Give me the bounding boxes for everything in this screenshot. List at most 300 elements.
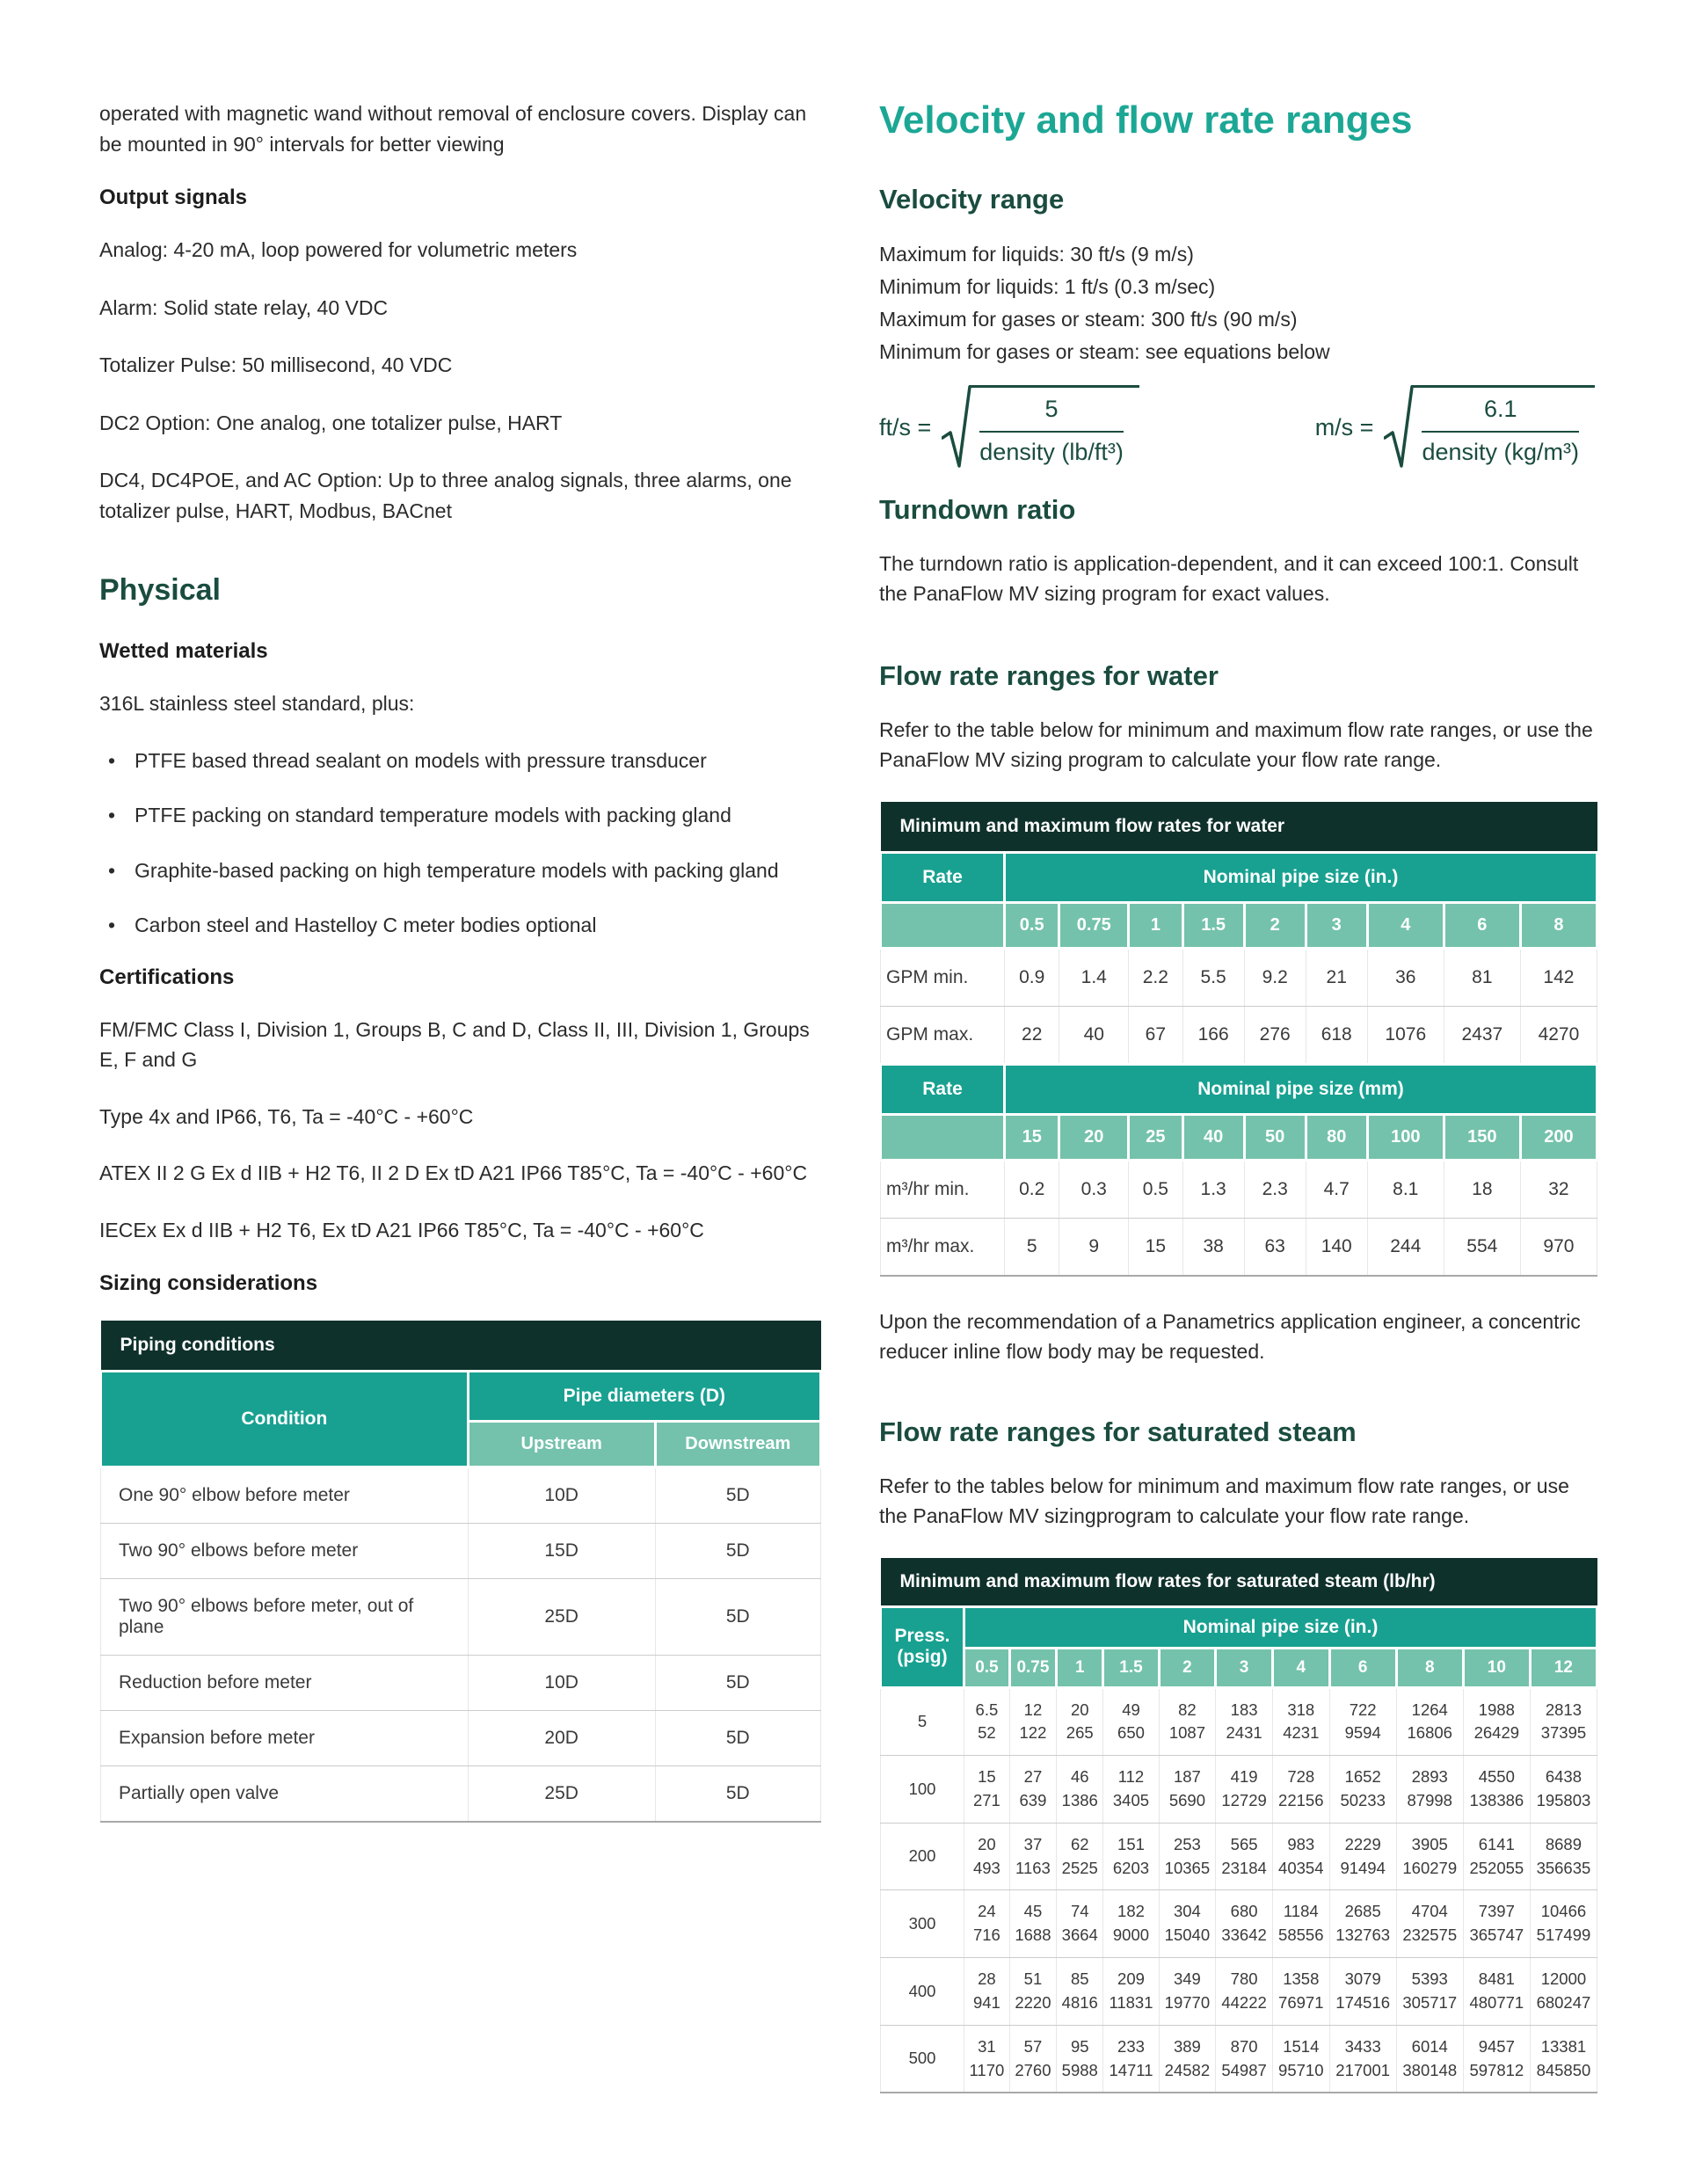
fraction xyxy=(969,385,1139,466)
column-header-upstream: Upstream xyxy=(468,1422,655,1467)
pipe-size-header: 100 xyxy=(1367,1114,1444,1160)
piping-condition-cell: Reduction before meter xyxy=(101,1656,469,1711)
turndown-ratio-heading: Turndown ratio xyxy=(879,493,1076,525)
table-row xyxy=(101,1766,821,1823)
min-value: 1514 xyxy=(1283,2036,1320,2056)
min-value: 349 xyxy=(1173,1969,1201,1989)
min-value: 20 xyxy=(1070,1700,1089,1719)
empty-header-cell xyxy=(881,1114,1005,1160)
pipe-size-header: 8 xyxy=(1520,902,1597,948)
flow-rate-cell: 18 xyxy=(1444,1160,1520,1218)
min-value: 565 xyxy=(1230,1834,1258,1853)
flow-rate-min-max-cell xyxy=(1057,1823,1103,1890)
square-root xyxy=(942,385,1139,471)
flow-rate-min-max-cell xyxy=(1216,2025,1273,2093)
flow-rate-min-max-cell xyxy=(1463,2025,1530,2093)
flow-rate-min-max-cell xyxy=(964,1890,1010,1958)
flow-rate-min-max-cell xyxy=(1272,2025,1329,2093)
table-row xyxy=(881,1648,1597,1687)
piping-upstream-cell: 25D xyxy=(468,1766,655,1823)
certifications-heading: Certifications xyxy=(99,965,235,989)
max-value: 1386 xyxy=(1061,1791,1098,1810)
min-value: 983 xyxy=(1287,1834,1315,1853)
max-value: 9594 xyxy=(1344,1723,1381,1743)
flow-rate-min-max-cell xyxy=(1463,1823,1530,1890)
min-value: 680 xyxy=(1230,1902,1258,1921)
max-value: 4816 xyxy=(1061,1992,1098,2012)
piping-upstream-cell: 20D xyxy=(468,1711,655,1766)
min-value: 3079 xyxy=(1344,1969,1381,1989)
max-value: 160279 xyxy=(1402,1858,1458,1877)
list-item: • Graphite-based packing on high temperature models with packing gland xyxy=(99,855,822,886)
min-value: 7397 xyxy=(1478,1902,1515,1921)
wetted-materials-list xyxy=(99,746,822,941)
water-flow-paragraph: Refer to the table below for minimum and maximum flow rate ranges, or use the PanaFlow MV sizing program to calculate your flow rate range. xyxy=(879,717,1593,772)
max-value: 2220 xyxy=(1015,1992,1051,2012)
min-value: 28 xyxy=(978,1969,996,1989)
piping-upstream-cell: 15D xyxy=(468,1524,655,1579)
flow-rate-cell: 5.5 xyxy=(1182,948,1244,1006)
min-value: 82 xyxy=(1178,1700,1197,1719)
pipe-size-header: 2 xyxy=(1159,1648,1216,1687)
min-value: 1988 xyxy=(1478,1700,1515,1719)
rate-label-cell: GPM min. xyxy=(881,948,1005,1006)
min-value: 870 xyxy=(1230,2036,1258,2056)
min-value: 12000 xyxy=(1540,1969,1587,1989)
flow-rate-min-max-cell xyxy=(1530,1756,1597,1824)
min-value: 20 xyxy=(978,1834,996,1853)
table-row xyxy=(881,1890,1597,1958)
piping-upstream-cell: 10D xyxy=(468,1467,655,1524)
max-value: 50233 xyxy=(1340,1791,1386,1810)
flow-rate-min-max-cell xyxy=(1159,2025,1216,2093)
flow-rate-cell: 4270 xyxy=(1520,1006,1597,1064)
velocity-line: Maximum for liquids: 30 ft/s (9 m/s) xyxy=(879,242,1194,266)
max-value: 122 xyxy=(1019,1723,1047,1743)
max-value: 12729 xyxy=(1221,1791,1267,1810)
certification-line: IECEx Ex d IIB + H2 T6, Ex tD A21 IP66 T85°C, Ta = -40°C - +60°C xyxy=(99,1218,704,1241)
header-line: Press. xyxy=(894,1626,950,1647)
max-value: 24582 xyxy=(1164,2060,1211,2079)
flow-rate-min-max-cell xyxy=(1530,1823,1597,1890)
left-column xyxy=(99,98,822,2093)
wetted-materials-heading: Wetted materials xyxy=(99,639,268,663)
flow-rate-min-max-cell xyxy=(1396,1687,1463,1756)
min-value: 57 xyxy=(1023,2036,1043,2056)
piping-condition-cell: Two 90° elbows before meter, out of plane xyxy=(101,1579,469,1656)
max-value: 2760 xyxy=(1015,2060,1051,2079)
flow-rate-cell: 244 xyxy=(1367,1218,1444,1276)
max-value: 44222 xyxy=(1221,1992,1267,2012)
flow-rate-min-max-cell xyxy=(1530,1687,1597,1756)
pressure-cell: 500 xyxy=(881,2025,964,2093)
rate-label-cell: m³/hr max. xyxy=(881,1218,1005,1276)
min-value: 49 xyxy=(1122,1700,1140,1719)
flow-rate-cell: 9.2 xyxy=(1244,948,1306,1006)
pipe-size-header: 3 xyxy=(1306,902,1367,948)
right-column xyxy=(879,98,1598,2093)
min-value: 4704 xyxy=(1411,1902,1448,1921)
max-value: 356635 xyxy=(1536,1858,1591,1877)
table-title-bar: Minimum and maximum flow rates for water xyxy=(881,802,1597,853)
piping-condition-cell: Partially open valve xyxy=(101,1766,469,1823)
pipe-size-header: 2 xyxy=(1244,902,1306,948)
flow-rate-cell: 2437 xyxy=(1444,1006,1520,1064)
flow-rate-cell: 22 xyxy=(1005,1006,1059,1064)
piping-upstream-cell: 10D xyxy=(468,1656,655,1711)
min-value: 2685 xyxy=(1344,1902,1381,1921)
flow-rate-min-max-cell xyxy=(1272,1958,1329,2026)
table-row xyxy=(881,802,1597,853)
max-value: 174516 xyxy=(1335,1992,1391,2012)
min-value: 151 xyxy=(1117,1834,1145,1853)
max-value: 716 xyxy=(972,1926,1000,1945)
min-value: 722 xyxy=(1349,1700,1377,1719)
min-value: 182 xyxy=(1117,1902,1145,1921)
min-value: 112 xyxy=(1117,1767,1145,1787)
flow-rate-min-max-cell xyxy=(1057,1958,1103,2026)
steam-flow-rates-table xyxy=(879,1558,1598,2094)
list-item: • Carbon steel and Hastelloy C meter bodies optional xyxy=(99,910,822,941)
piping-downstream-cell: 5D xyxy=(655,1711,820,1766)
min-value: 95 xyxy=(1070,2036,1089,2056)
min-value: 51 xyxy=(1023,1969,1043,1989)
empty-header-cell xyxy=(881,902,1005,948)
flow-rate-min-max-cell xyxy=(964,1756,1010,1824)
table-row xyxy=(881,1606,1597,1648)
piping-conditions-table xyxy=(99,1321,822,1823)
min-value: 3905 xyxy=(1411,1834,1448,1853)
pipe-size-header: 150 xyxy=(1444,1114,1520,1160)
velocity-line: Minimum for gases or steam: see equations below xyxy=(879,340,1330,364)
min-value: 780 xyxy=(1230,1969,1258,1989)
flow-rate-min-max-cell xyxy=(1463,1958,1530,2026)
min-value: 389 xyxy=(1173,2036,1201,2056)
max-value: 19770 xyxy=(1164,1992,1211,2012)
column-header-condition: Condition xyxy=(101,1372,469,1467)
steam-flow-heading: Flow rate ranges for saturated steam xyxy=(879,1416,1357,1447)
output-signals-heading: Output signals xyxy=(99,186,247,209)
flow-rate-cell: 40 xyxy=(1059,1006,1129,1064)
min-value: 183 xyxy=(1230,1700,1258,1719)
velocity-range-heading: Velocity range xyxy=(879,183,1065,215)
min-value: 1264 xyxy=(1411,1700,1448,1719)
flow-rate-min-max-cell xyxy=(1396,2025,1463,2093)
max-value: 650 xyxy=(1117,1723,1145,1743)
output-signal-line: Alarm: Solid state relay, 40 VDC xyxy=(99,295,389,319)
piping-downstream-cell: 5D xyxy=(655,1579,820,1656)
pressure-cell: 200 xyxy=(881,1823,964,1890)
flow-rate-min-max-cell xyxy=(1329,1958,1396,2026)
flow-rate-cell: 81 xyxy=(1444,948,1520,1006)
fraction xyxy=(1411,385,1595,466)
pipe-size-header: 40 xyxy=(1182,1114,1244,1160)
pipe-size-header: 4 xyxy=(1272,1648,1329,1687)
column-group-header: Nominal pipe size (in.) xyxy=(964,1606,1597,1648)
flow-rate-min-max-cell xyxy=(1009,2025,1056,2093)
intro-paragraph: operated with magnetic wand without removal of enclosure covers. Display can be mounted in 90° intervals for better viewing xyxy=(99,102,807,156)
flow-rate-cell: 38 xyxy=(1182,1218,1244,1276)
max-value: 3405 xyxy=(1112,1791,1150,1810)
equation-lhs: ft/s = xyxy=(879,414,932,441)
table-row xyxy=(881,1218,1597,1276)
flow-rate-min-max-cell xyxy=(1216,1823,1273,1890)
min-value: 45 xyxy=(1023,1902,1043,1921)
flow-rate-min-max-cell xyxy=(1103,1823,1159,1890)
flow-rate-cell: 1.3 xyxy=(1182,1160,1244,1218)
flow-rate-min-max-cell xyxy=(1272,1687,1329,1756)
equation-mps xyxy=(1315,385,1595,471)
max-value: 639 xyxy=(1019,1791,1047,1810)
pipe-size-header: 12 xyxy=(1530,1648,1597,1687)
min-value: 10466 xyxy=(1540,1902,1587,1921)
piping-downstream-cell: 5D xyxy=(655,1467,820,1524)
flow-rate-min-max-cell xyxy=(1530,2025,1597,2093)
equation-ftps xyxy=(879,385,1139,471)
flow-rate-cell: 970 xyxy=(1520,1218,1597,1276)
output-signal-line: Analog: 4-20 mA, loop powered for volumetric meters xyxy=(99,238,578,261)
flow-rate-cell: 0.3 xyxy=(1059,1160,1129,1218)
max-value: 10365 xyxy=(1164,1858,1211,1877)
flow-rate-min-max-cell xyxy=(1216,1687,1273,1756)
column-header-rate: Rate xyxy=(881,1064,1005,1114)
flow-rate-cell: 554 xyxy=(1444,1218,1520,1276)
max-value: 2431 xyxy=(1226,1723,1262,1743)
flow-rate-cell: 276 xyxy=(1244,1006,1306,1064)
min-value: 2229 xyxy=(1344,1834,1381,1853)
flow-rate-cell: 1.4 xyxy=(1059,948,1129,1006)
flow-rate-cell: 618 xyxy=(1306,1006,1367,1064)
piping-upstream-cell: 25D xyxy=(468,1579,655,1656)
table-title-bar: Minimum and maximum flow rates for saturated steam (lb/hr) xyxy=(881,1558,1597,1607)
table-row xyxy=(881,1160,1597,1218)
table-row xyxy=(881,1006,1597,1064)
flow-rate-min-max-cell xyxy=(1463,1890,1530,1958)
flow-rate-min-max-cell xyxy=(1216,1958,1273,2026)
pipe-size-header: 1 xyxy=(1057,1648,1103,1687)
flow-rate-min-max-cell xyxy=(1272,1890,1329,1958)
max-value: 845850 xyxy=(1536,2060,1591,2079)
water-flow-heading: Flow rate ranges for water xyxy=(879,659,1219,691)
flow-rate-cell: 36 xyxy=(1367,948,1444,1006)
flow-rate-min-max-cell xyxy=(964,1823,1010,1890)
flow-rate-min-max-cell xyxy=(1329,1823,1396,1890)
min-value: 6438 xyxy=(1545,1767,1582,1787)
table-row xyxy=(881,902,1597,948)
pipe-size-header: 6 xyxy=(1444,902,1520,948)
pipe-size-header: 8 xyxy=(1396,1648,1463,1687)
flow-rate-min-max-cell xyxy=(964,1958,1010,2026)
flow-rate-min-max-cell xyxy=(1057,1890,1103,1958)
flow-rate-cell: 8.1 xyxy=(1367,1160,1444,1218)
list-item: • PTFE packing on standard temperature models with packing gland xyxy=(99,800,822,831)
max-value: 87998 xyxy=(1407,1791,1452,1810)
flow-rate-cell: 0.5 xyxy=(1129,1160,1183,1218)
min-value: 3433 xyxy=(1344,2036,1381,2056)
flow-rate-min-max-cell xyxy=(1009,1823,1056,1890)
max-value: 217001 xyxy=(1335,2060,1391,2079)
flow-rate-min-max-cell xyxy=(1329,2025,1396,2093)
equation-lhs: m/s = xyxy=(1314,414,1374,441)
max-value: 941 xyxy=(972,1992,1000,2012)
column-group-header: Nominal pipe size (in.) xyxy=(1005,852,1597,902)
flow-rate-cell: 142 xyxy=(1520,948,1597,1006)
reducer-note-paragraph: Upon the recommendation of a Panametrics application engineer, a concentric reducer inline flow body may be requested. xyxy=(879,1309,1581,1364)
max-value: 680247 xyxy=(1536,1992,1591,2012)
flow-rate-cell: 15 xyxy=(1129,1218,1183,1276)
min-value: 12 xyxy=(1023,1700,1043,1719)
min-value: 304 xyxy=(1173,1902,1201,1921)
fraction-numerator: 6.1 xyxy=(1422,396,1579,433)
flow-rate-min-max-cell xyxy=(1057,2025,1103,2093)
pipe-size-header: 20 xyxy=(1059,1114,1129,1160)
min-value: 1184 xyxy=(1283,1902,1319,1921)
max-value: 195803 xyxy=(1536,1791,1591,1810)
max-value: 26429 xyxy=(1473,1723,1520,1743)
pipe-size-header: 3 xyxy=(1216,1648,1273,1687)
flow-rate-min-max-cell xyxy=(1463,1687,1530,1756)
flow-rate-min-max-cell xyxy=(1103,1890,1159,1958)
flow-rate-min-max-cell xyxy=(1396,1890,1463,1958)
flow-rate-min-max-cell xyxy=(1530,1890,1597,1958)
flow-rate-min-max-cell xyxy=(1057,1687,1103,1756)
min-value: 85 xyxy=(1070,1969,1089,1989)
flow-rate-cell: 9 xyxy=(1059,1218,1129,1276)
pipe-size-header: 0.75 xyxy=(1009,1648,1056,1687)
min-value: 27 xyxy=(1023,1767,1043,1787)
table-row xyxy=(101,1467,821,1524)
max-value: 52 xyxy=(978,1723,996,1743)
flow-rate-min-max-cell xyxy=(1329,1687,1396,1756)
flow-rate-min-max-cell xyxy=(1329,1756,1396,1824)
fraction-numerator: 5 xyxy=(979,396,1124,433)
table-row xyxy=(881,1558,1597,1607)
pipe-size-header: 0.75 xyxy=(1059,902,1129,948)
flow-rate-min-max-cell xyxy=(964,2025,1010,2093)
table-row xyxy=(881,1064,1597,1114)
table-row xyxy=(881,852,1597,902)
min-value: 2813 xyxy=(1545,1700,1582,1719)
min-value: 209 xyxy=(1117,1969,1145,1989)
max-value: 22156 xyxy=(1278,1791,1324,1810)
max-value: 9000 xyxy=(1112,1926,1150,1945)
flow-rate-min-max-cell xyxy=(1009,1756,1056,1824)
max-value: 5988 xyxy=(1061,2060,1098,2079)
flow-rate-cell: 140 xyxy=(1306,1218,1367,1276)
minimum-velocity-equations xyxy=(879,385,1598,471)
flow-rate-min-max-cell xyxy=(1396,1756,1463,1824)
table-row xyxy=(881,1687,1597,1756)
piping-downstream-cell: 5D xyxy=(655,1766,820,1823)
max-value: 16806 xyxy=(1407,1723,1452,1743)
flow-rate-cell: 2.2 xyxy=(1129,948,1183,1006)
max-value: 37395 xyxy=(1540,1723,1587,1743)
flow-rate-min-max-cell xyxy=(1103,1756,1159,1824)
max-value: 1163 xyxy=(1015,1858,1051,1877)
output-signal-line: DC2 Option: One analog, one totalizer pulse, HART xyxy=(99,411,563,434)
flow-rate-cell: 1076 xyxy=(1367,1006,1444,1064)
rate-label-cell: m³/hr min. xyxy=(881,1160,1005,1218)
min-value: 187 xyxy=(1173,1767,1201,1787)
min-value: 37 xyxy=(1023,1834,1043,1853)
certification-line: Type 4x and IP66, T6, Ta = -40°C - +60°C xyxy=(99,1104,474,1128)
flow-rate-cell: 63 xyxy=(1244,1218,1306,1276)
max-value: 3664 xyxy=(1061,1926,1098,1945)
column-header-downstream: Downstream xyxy=(655,1422,820,1467)
max-value: 76971 xyxy=(1278,1992,1324,2012)
flow-rate-cell: 4.7 xyxy=(1306,1160,1367,1218)
flow-rate-min-max-cell xyxy=(1159,1890,1216,1958)
flow-rate-cell: 166 xyxy=(1182,1006,1244,1064)
steam-flow-paragraph: Refer to the tables below for minimum and maximum flow rate ranges, or use the PanaFlow MV sizingprogram to calculate your flow rate range. xyxy=(879,1474,1569,1528)
max-value: 365747 xyxy=(1469,1926,1524,1945)
pressure-cell: 5 xyxy=(881,1687,964,1756)
table-row xyxy=(881,1114,1597,1160)
min-value: 1358 xyxy=(1283,1969,1320,1989)
column-group-header: Nominal pipe size (mm) xyxy=(1005,1064,1597,1114)
flow-rate-min-max-cell xyxy=(1216,1756,1273,1824)
flow-rate-min-max-cell xyxy=(1057,1756,1103,1824)
table-row xyxy=(881,1958,1597,2026)
flow-rate-min-max-cell xyxy=(1159,1958,1216,2026)
piping-condition-cell: One 90° elbow before meter xyxy=(101,1467,469,1524)
max-value: 95710 xyxy=(1278,2060,1324,2079)
min-value: 9457 xyxy=(1478,2036,1515,2056)
max-value: 132763 xyxy=(1335,1926,1391,1945)
table-row xyxy=(881,1756,1597,1824)
water-flow-rates-table xyxy=(879,802,1598,1277)
fraction-denominator: density (lb/ft³) xyxy=(979,438,1124,465)
pipe-size-header: 50 xyxy=(1244,1114,1306,1160)
max-value: 23184 xyxy=(1221,1858,1267,1877)
header-line: (psig) xyxy=(897,1647,948,1668)
max-value: 4231 xyxy=(1283,1723,1320,1743)
wetted-materials-intro: 316L stainless steel standard, plus: xyxy=(99,692,415,715)
flow-rate-min-max-cell xyxy=(1159,1756,1216,1824)
velocity-line: Maximum for gases or steam: 300 ft/s (90 m/s) xyxy=(879,308,1298,331)
max-value: 2525 xyxy=(1061,1858,1098,1877)
min-value: 1652 xyxy=(1344,1767,1381,1787)
flow-rate-cell: 32 xyxy=(1520,1160,1597,1218)
radical-sign-icon xyxy=(942,385,971,471)
max-value: 40354 xyxy=(1278,1858,1324,1877)
flow-rate-min-max-cell xyxy=(1009,1890,1056,1958)
column-group-header: Pipe diameters (D) xyxy=(468,1372,820,1422)
max-value: 54987 xyxy=(1221,2060,1267,2079)
flow-rate-cell: 21 xyxy=(1306,948,1367,1006)
min-value: 4550 xyxy=(1478,1767,1515,1787)
max-value: 305717 xyxy=(1402,1992,1458,2012)
table-row xyxy=(101,1711,821,1766)
table-title-bar: Piping conditions xyxy=(101,1321,821,1372)
pipe-size-header: 4 xyxy=(1367,902,1444,948)
pipe-size-header: 0.5 xyxy=(1005,902,1059,948)
flow-rate-cell: 0.2 xyxy=(1005,1160,1059,1218)
turndown-paragraph: The turndown ratio is application-dependent, and it can exceed 100:1. Consult the PanaFlow MV sizing program for exact values. xyxy=(879,551,1579,606)
flow-rate-min-max-cell xyxy=(1530,1958,1597,2026)
pipe-size-header: 1.5 xyxy=(1182,902,1244,948)
max-value: 480771 xyxy=(1469,1992,1524,2012)
flow-rate-min-max-cell xyxy=(1159,1687,1216,1756)
flow-rate-cell: 2.3 xyxy=(1244,1160,1306,1218)
min-value: 24 xyxy=(978,1902,996,1921)
piping-condition-cell: Expansion before meter xyxy=(101,1711,469,1766)
min-value: 46 xyxy=(1070,1767,1089,1787)
table-row xyxy=(881,948,1597,1006)
max-value: 517499 xyxy=(1536,1926,1591,1945)
max-value: 232575 xyxy=(1402,1926,1458,1945)
min-value: 6141 xyxy=(1478,1834,1515,1853)
